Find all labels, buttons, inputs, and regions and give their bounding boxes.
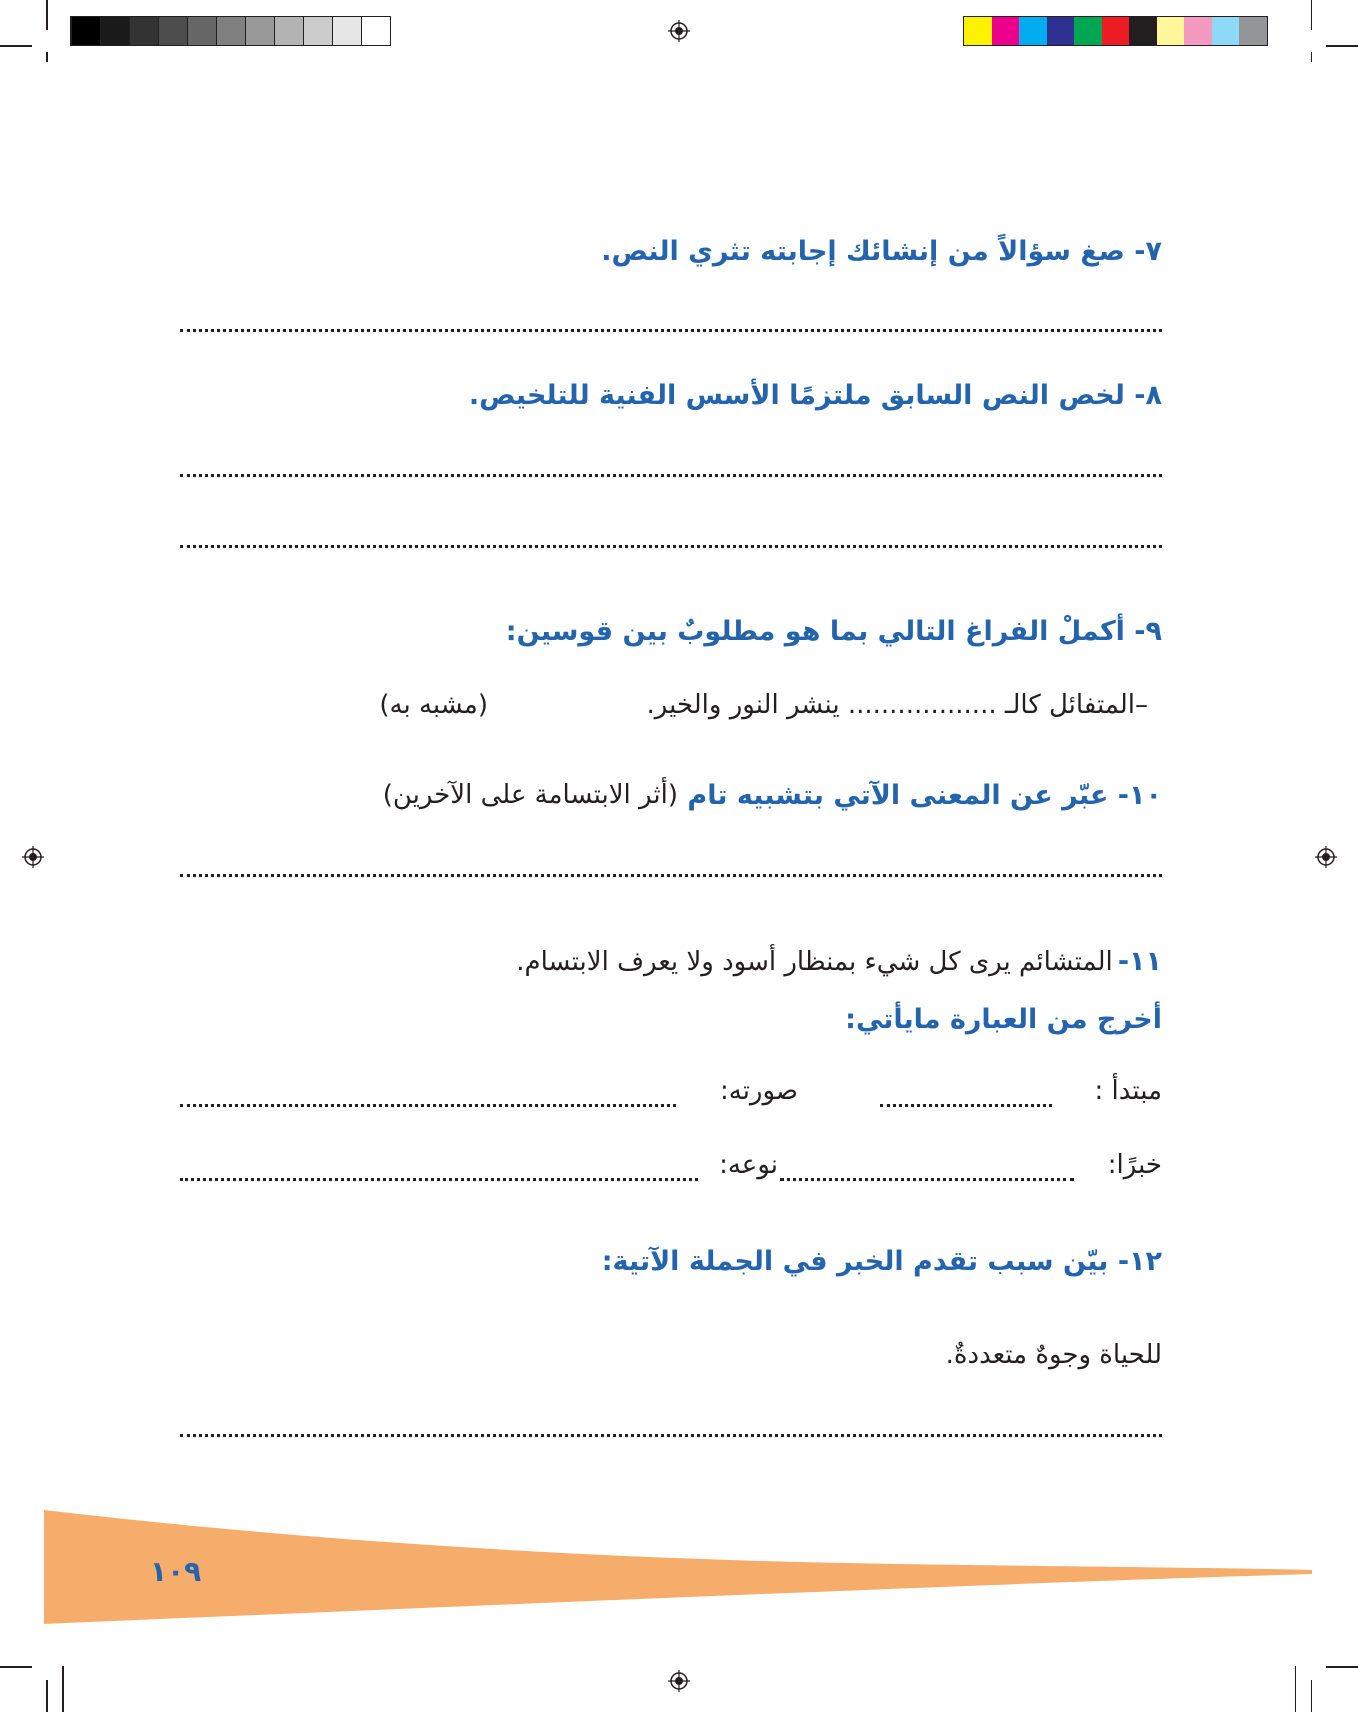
gray-swatch (158, 17, 187, 45)
field-label: نوعه: (719, 1150, 778, 1180)
answer-line (180, 874, 1162, 877)
field-label: صورته: (720, 1076, 798, 1106)
color-swatch (992, 17, 1020, 45)
color-swatch (1019, 17, 1047, 45)
registration-mark-icon (1315, 846, 1337, 868)
answer-line (180, 545, 1162, 548)
field-label: مبتدأ : (1094, 1076, 1162, 1106)
answer-line (180, 329, 1162, 332)
color-swatch (1129, 17, 1157, 45)
hint-label: (أثر الابتسامة على الآخرين) (382, 780, 678, 810)
gray-swatch (361, 17, 390, 45)
footer-band (0, 1500, 1358, 1630)
registration-mark-icon (668, 1670, 690, 1692)
gray-swatch (274, 17, 303, 45)
simile-sentence: –المتفائل كالـ .................. ينشر النور والخير. (646, 690, 1148, 720)
question-8: ٨- لخص النص السابق ملتزمًا الأسس الفنية للتلخيص. (468, 380, 1162, 411)
answer-blank (780, 1178, 1074, 1181)
question-9: ٩- أكملْ الفراغ التالي بما هو مطلوبٌ بين قوسين: (505, 616, 1162, 647)
question-7: ٧- صغ سؤالاً من إنشائك إجابته تثري النص. (601, 236, 1162, 267)
gray-swatch (129, 17, 158, 45)
color-swatch (1102, 17, 1130, 45)
answer-blank (180, 1104, 676, 1107)
color-swatch (1239, 17, 1267, 45)
gray-swatch (332, 17, 361, 45)
answer-blank (880, 1104, 1052, 1107)
color-swatch (1074, 17, 1102, 45)
registration-mark-icon (22, 846, 44, 868)
color-swatch (964, 17, 992, 45)
question-instruction: أخرج من العبارة مايأتي: (845, 1004, 1162, 1035)
question-sentence: للحياة وجوهٌ متعددةٌ. (945, 1340, 1162, 1370)
gray-swatch (245, 17, 274, 45)
question-11 (516, 946, 1162, 977)
answer-line (180, 1434, 1162, 1437)
page-number: ١٠٩ (150, 1555, 202, 1588)
gray-swatch (303, 17, 332, 45)
question-10: ١٠- عبّر عن المعنى الآتي بتشبيه تام (687, 780, 1162, 811)
field-label: خبرًا: (1107, 1150, 1162, 1180)
answer-line (180, 474, 1162, 477)
color-swatch (1212, 17, 1240, 45)
hint-label: (مشبه به) (379, 690, 488, 720)
gray-swatch (216, 17, 245, 45)
color-swatch (1047, 17, 1075, 45)
answer-blank (180, 1178, 698, 1181)
question-sentence: المتشائم يرى كل شيء بمنظار أسود ولا يعرف الابتسام. (516, 947, 1113, 977)
question-12: ١٢- بيّن سبب تقدم الخبر في الجملة الآتية: (601, 1246, 1162, 1277)
color-swatch (1157, 17, 1185, 45)
grayscale-calibration-bar (70, 16, 391, 46)
gray-swatch (187, 17, 216, 45)
gray-swatch (100, 17, 129, 45)
registration-mark-icon (668, 20, 690, 42)
gray-swatch (71, 17, 100, 45)
question-number: ١١- (1117, 946, 1162, 977)
color-swatch (1184, 17, 1212, 45)
color-calibration-bar (963, 16, 1268, 46)
